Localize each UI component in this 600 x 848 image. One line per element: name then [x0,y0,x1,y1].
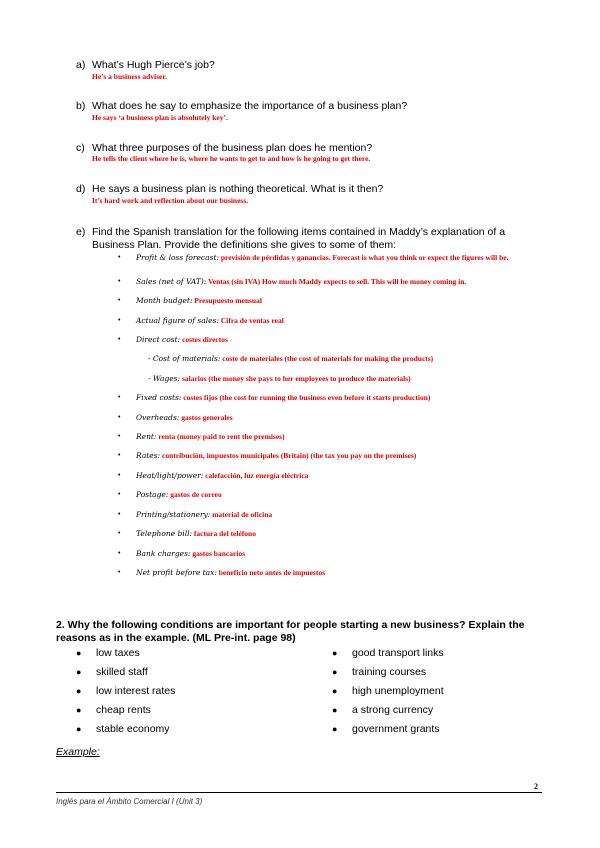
footer-divider [56,792,542,793]
bullet-icon: • [118,254,121,261]
condition-item [332,704,434,717]
item-term: Fixed costs: [136,393,182,402]
page-number: 2 [534,782,538,791]
list-item [118,276,541,287]
answer-b: He says ‘a business plan is absolutely key’. [92,113,228,122]
item-definition: salarios (the money she pays to her employees to produce the materials) [180,374,411,383]
list-item [118,489,541,500]
item-definition: material de oficina [210,510,273,519]
condition-text: government grants [352,723,440,735]
sub-item [148,353,433,364]
list-item [118,295,541,306]
condition-item [76,704,151,717]
bullet-icon: ● [76,705,82,715]
item-term: Rates: [136,451,161,460]
question-label: c) [76,142,85,154]
list-item [118,392,541,403]
item-definition: factura del teléfono [192,529,256,538]
list-item [118,334,541,345]
section-2-heading: 2. Why the following conditions are important for people starting a new business? Explain the reasons as in the example. (ML Pre-int. page 98) [56,619,525,644]
bullet-icon: • [118,394,121,401]
list-item [118,567,541,578]
item-definition: costes directos [180,335,228,344]
question-text: What’s Hugh Pierce’s job? [92,59,215,71]
item-term: Net profit before tax: [136,568,217,577]
list-item [118,470,541,481]
list-item [118,412,541,423]
item-term: Bank charges: [136,549,191,558]
item-term: Rent: [136,432,157,441]
item-term: Actual figure of sales: [136,316,219,325]
bullet-icon: ● [332,705,338,715]
item-term: Overheads: [136,413,180,422]
bullet-icon: ● [76,724,82,734]
question-label: a) [76,59,86,71]
item-definition: contribución, impuestos municipales (Britain) (the tax you pay on the premises) [160,451,417,460]
sub-item [148,373,411,384]
bullet-icon: • [118,278,121,285]
condition-text: stable economy [96,723,170,735]
condition-text: high unemployment [352,685,444,697]
bullet-icon: • [118,511,121,518]
item-definition: gastos generales [179,413,233,422]
answer-c: He tells the client where he is, where he wants to get to and how is he going to get there. [92,154,371,163]
list-item [118,548,541,559]
condition-text: skilled staff [96,666,148,678]
condition-text: a strong currency [352,704,434,716]
list-item [118,252,541,263]
item-definition: previsión de pérdidas y ganancias. Forecast is what you think or expect the figures will be. [218,253,509,262]
bullet-icon: • [118,433,121,440]
bullet-icon: • [118,472,121,479]
question-e-text: Find the Spanish translation for the following items contained in Maddy’s explanation of a Business Plan. Provide the definitions she gives to some of them: [92,226,506,251]
list-item [118,528,541,539]
answer-d: It’s hard work and reflection about our business. [92,196,249,205]
question-label: b) [76,100,86,112]
item-definition: gastos de correo [168,490,222,499]
bullet-icon: ● [332,667,338,677]
bullet-icon: • [118,491,121,498]
condition-item [76,723,170,736]
condition-text: training courses [352,666,427,678]
question-text: What three purposes of the business plan does he mention? [92,142,373,154]
footer-text: Inglés para el Ámbito Comercial I (Unit 3) [56,797,203,806]
item-term: Telephone bill: [136,529,193,538]
condition-item [76,666,148,679]
answer-a: He’s a business adviser. [92,72,167,81]
item-term: Profit & loss forecast: [136,253,219,262]
bullet-icon: • [118,297,121,304]
question-label: d) [76,183,86,195]
item-term: Sales (net of VAT): [136,277,207,286]
bullet-icon: ● [332,648,338,658]
item-term: - Cost of materials: [148,354,221,363]
question-text: He says a business plan is nothing theoretical. What is it then? [92,183,384,195]
bullet-icon: • [118,452,121,459]
condition-item [332,685,444,698]
item-definition: Presupuesto mensual [192,296,262,305]
item-term: Direct cost: [136,335,181,344]
question-label: e) [76,226,86,238]
item-definition: Ventas (sin IVA) How much Maddy expects to sell. This will be money coming in. [206,277,467,286]
item-definition: gastos bancarios [190,549,246,558]
bullet-icon: ● [76,667,82,677]
item-term: Heat/light/power: [136,471,204,480]
condition-item [332,723,440,736]
bullet-icon: ● [332,686,338,696]
item-definition: costes fijos (the cost for running the business even before it starts production) [181,393,431,402]
question-text: What does he say to emphasize the importance of a business plan? [92,100,408,112]
bullet-icon: • [118,569,121,576]
item-term: - Wages: [148,374,181,383]
item-term: Month budget: [136,296,193,305]
bullet-icon: • [118,414,121,421]
item-definition: beneficio neto antes de impuestos [216,568,326,577]
bullet-icon: • [118,550,121,557]
bullet-icon: • [118,336,121,343]
condition-text: low interest rates [96,685,176,697]
item-definition: Cifra de ventas real [218,316,284,325]
bullet-icon: • [118,317,121,324]
bullet-icon: ● [76,686,82,696]
condition-item [332,666,427,679]
item-term: Postage: [136,490,169,499]
condition-text: low taxes [96,647,140,659]
condition-item [332,647,444,660]
list-item [118,431,541,442]
condition-text: good transport links [352,647,444,659]
list-item [118,509,541,520]
condition-text: cheap rents [96,704,151,716]
bullet-icon: • [118,530,121,537]
item-definition: coste de materiales (the cost of materials for making the products) [220,354,434,363]
item-definition: calefacción, luz energía eléctrica [203,471,309,480]
item-term: Printing/stationery: [136,510,211,519]
list-item [118,450,541,461]
condition-item [76,647,140,660]
condition-item [76,685,176,698]
bullet-icon: ● [76,648,82,658]
item-definition: renta (money paid to rent the premises) [156,432,285,441]
list-item [118,315,541,326]
example-label: Example: [56,746,100,758]
bullet-icon: ● [332,724,338,734]
